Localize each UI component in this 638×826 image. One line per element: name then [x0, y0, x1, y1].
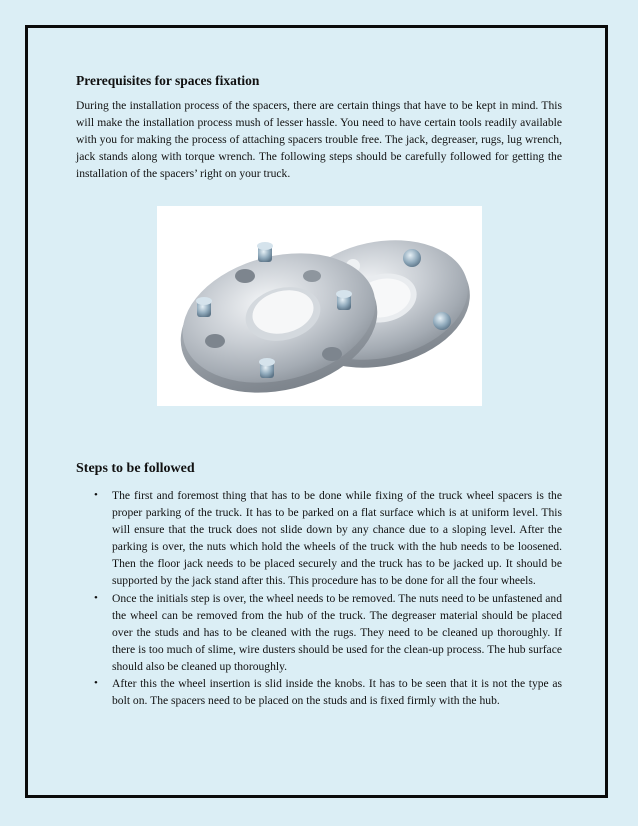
- wheel-spacers-illustration: [157, 206, 482, 406]
- section-heading-prerequisites: Prerequisites for spaces fixation: [76, 73, 260, 88]
- bullet-icon: •: [94, 591, 98, 604]
- list-item: [90, 590, 562, 675]
- list-item-text: The first and foremost thing that has to be done while fixing of the truck wheel spacers is the proper parking of the truck. It has to be parked on a flat surface which is at uniform level. This will ensure that the truck does not slide down by any chance due to a sloping level. After the parking is over, the nuts which hold the wheels of the truck with the hub needs to be loosened. Then the floor jack needs to be placed securely and the truck has to be jacked up. It should be supported by the jack stand after this. This procedure has to be done for all the four wheels.: [112, 489, 562, 588]
- prerequisites-paragraph: During the installation process of the spacers, there are certain things that have to be kept in mind. This will make the installation process mush of lesser hassle. You need to have certain tools readily available with you for making the process of attaching spacers trouble free. The jack, degreaser, rugs, lug wrench, jack stands along with torque wrench. The following steps should be carefully followed for getting the installation of the spacers’ right on your truck.: [76, 99, 562, 180]
- list-item-text: After this the wheel insertion is slid inside the knobs. It has to be seen that it is not the type as bolt on. The spacers need to be placed on the studs and is fixed firmly with the hub.: [112, 677, 562, 708]
- bullet-icon: •: [94, 677, 98, 690]
- section-heading-steps: Steps to be followed: [76, 461, 195, 476]
- list-item: [90, 675, 562, 709]
- list-item: [90, 487, 562, 590]
- steps-list: [90, 487, 562, 709]
- list-item-text: Once the initials step is over, the wheel needs to be removed. The nuts need to be unfastened and the wheel can be removed from the hub of the truck. The degreaser material should be placed over the studs and has to be cleaned with the rugs. They need to be cleaned up thoroughly. If there is too much of slime, wire dusters should be used for the clean-up process. The hub surface should also be cleaned up thoroughly.: [112, 591, 562, 673]
- bullet-icon: •: [94, 489, 98, 501]
- wheel-spacers-photo: [157, 206, 482, 406]
